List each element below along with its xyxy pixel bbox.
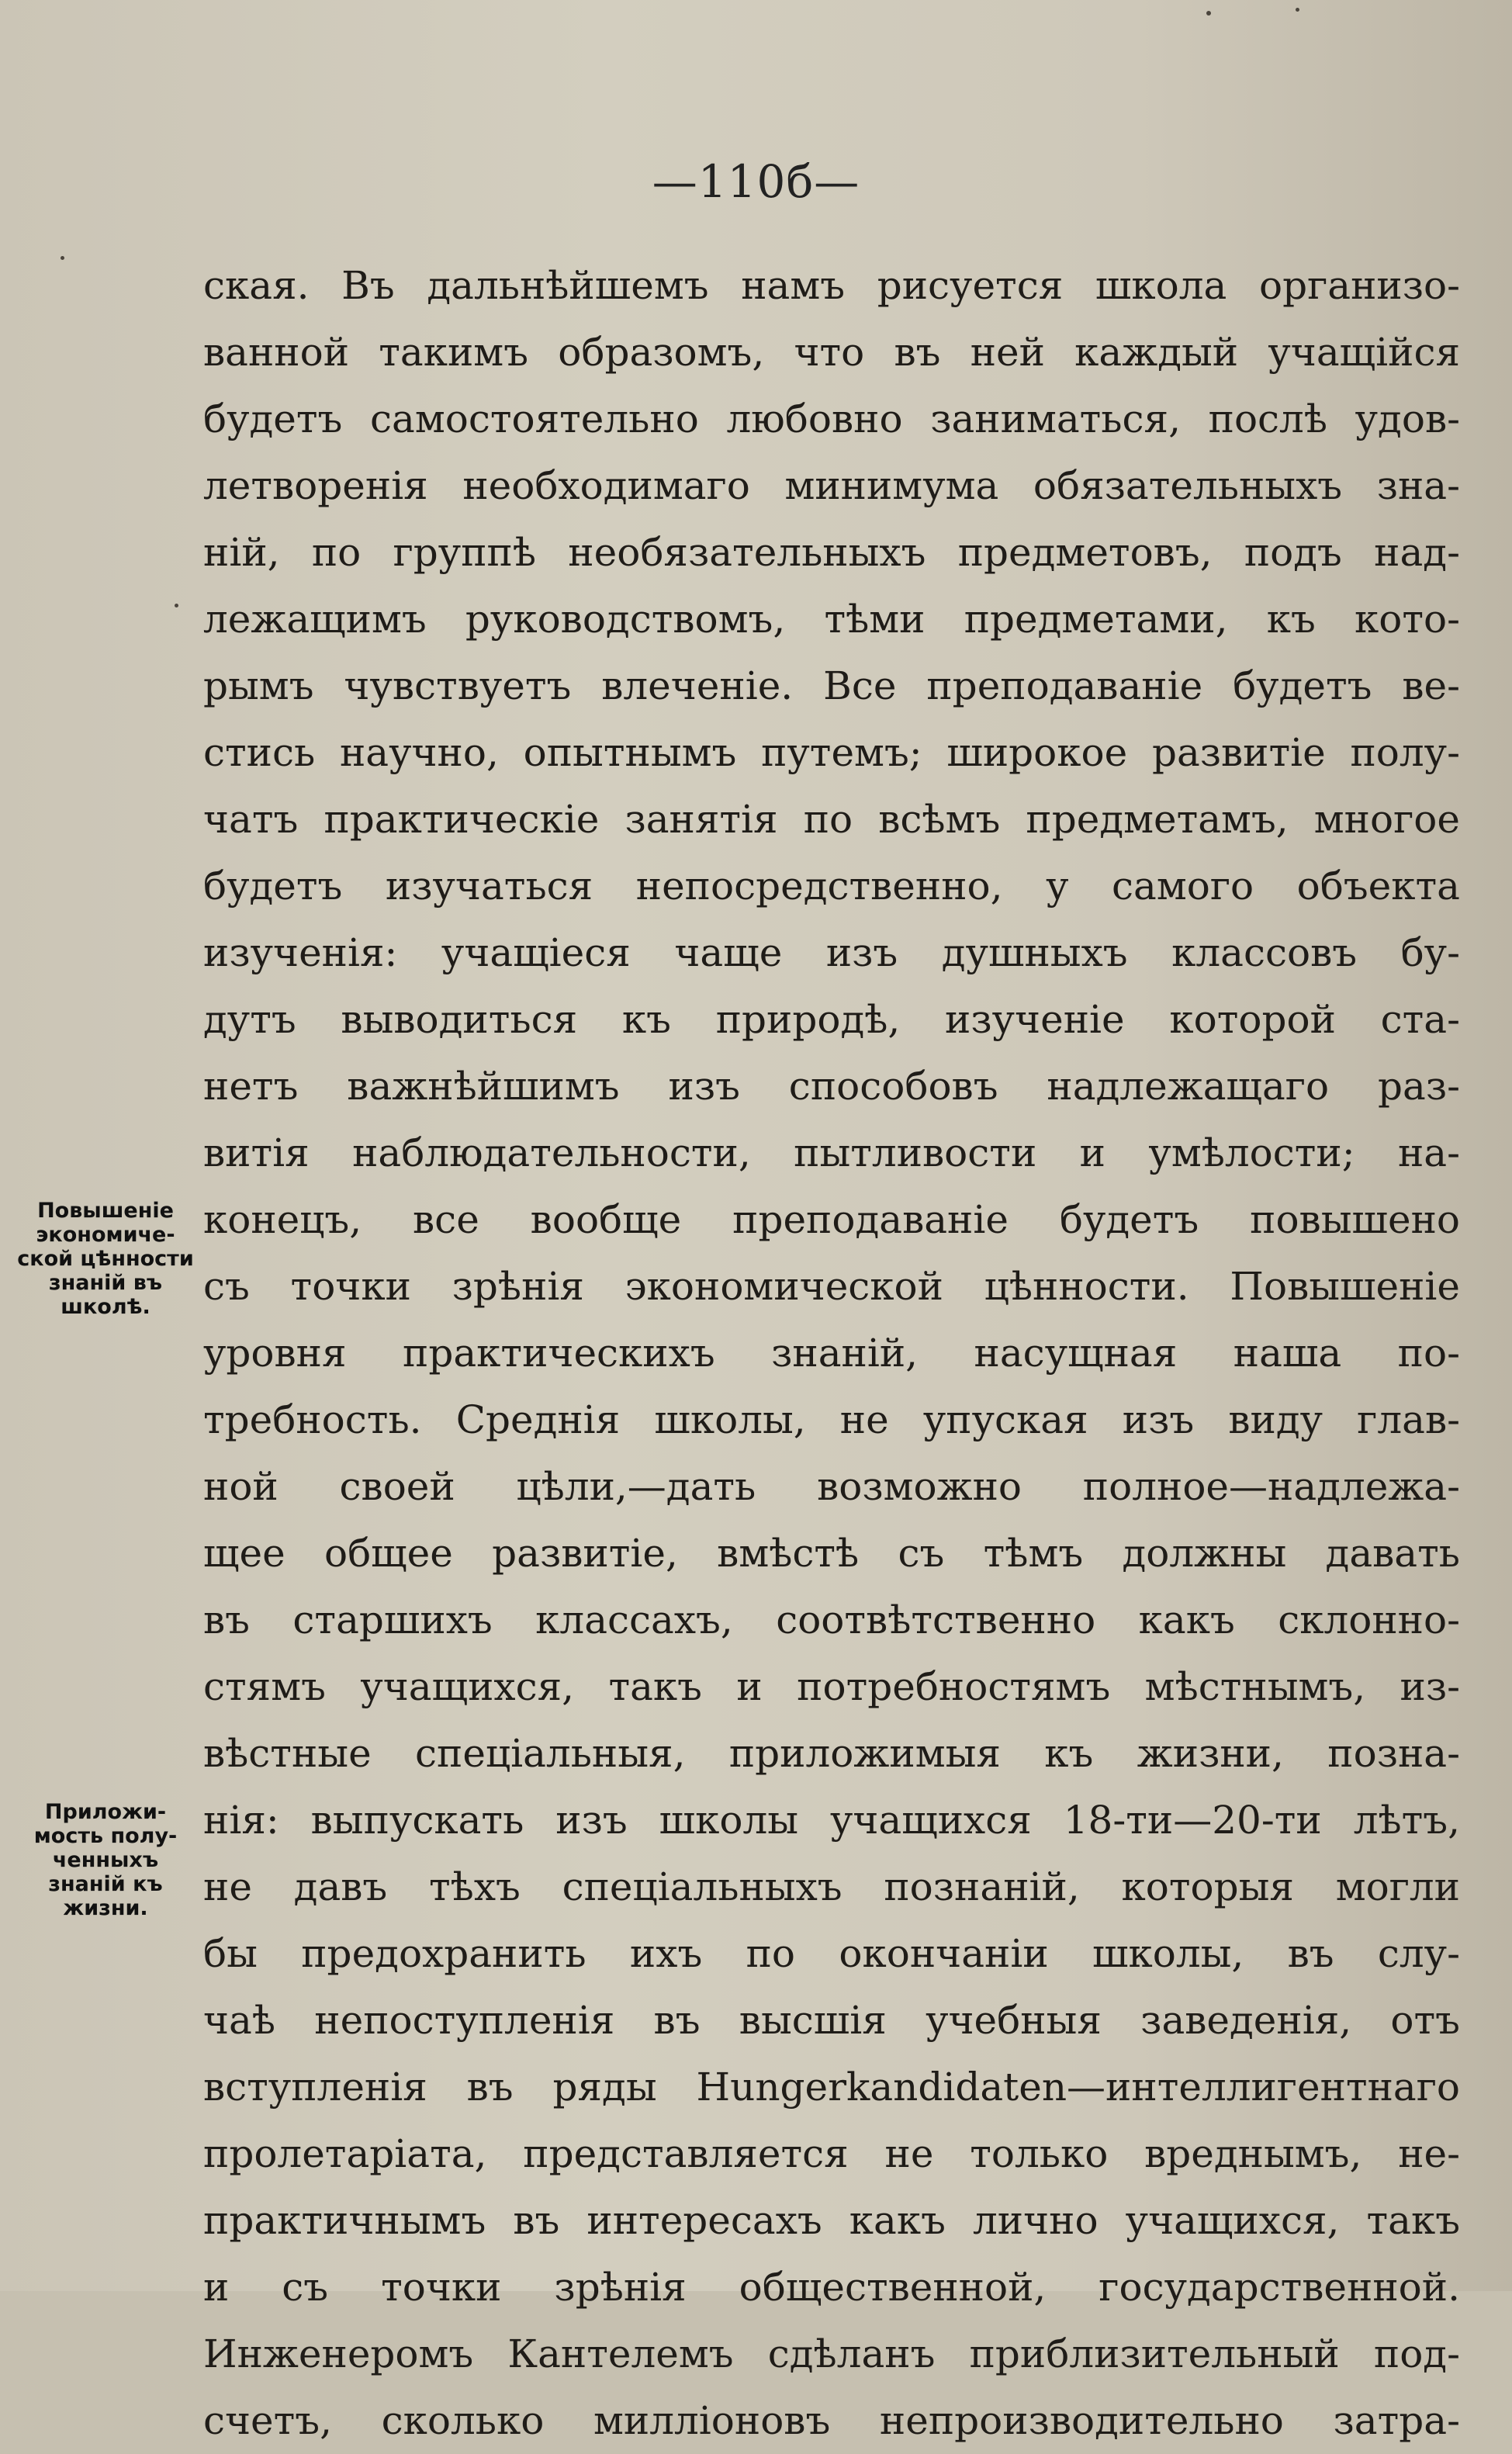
text-line: вступленія въ ряды Hungerkandidaten—интеллигентнаго — [203, 2065, 1460, 2110]
text-line: чатъ практическіе занятія по всѣмъ предметамъ, многое — [203, 797, 1460, 842]
paper-speck — [1206, 11, 1211, 16]
text-line: витія наблюдательности, пытливости и умѣлости; на- — [203, 1130, 1460, 1175]
marginal-note — [16, 1800, 195, 1920]
text-line: съ точки зрѣнія экономической цѣнности. Повышеніе — [203, 1264, 1460, 1309]
text-line: ной своей цѣли,—дать возможно полное—надлежа- — [203, 1464, 1460, 1509]
text-line: ванной такимъ образомъ, что въ ней каждый учащійся — [203, 330, 1460, 375]
text-line: пролетаріата, представляется не только вреднымъ, не- — [203, 2131, 1460, 2176]
text-line: рымъ чувствуетъ влеченіе. Все преподаваніе будетъ ве- — [203, 663, 1460, 708]
text-line: бы предохранить ихъ по окончаніи школы, въ слу- — [203, 1931, 1460, 1976]
page-number: —110б— — [652, 155, 860, 208]
text-line: вѣстные спеціальныя, приложимыя къ жизни, позна- — [203, 1731, 1460, 1776]
paper-speck — [1296, 8, 1299, 12]
text-line: конецъ, все вообще преподаваніе будетъ повышено — [203, 1197, 1460, 1242]
text-line: щее общее развитіе, вмѣстѣ съ тѣмъ должны давать — [203, 1531, 1460, 1576]
marginal-note-line: Приложи- — [44, 1800, 167, 1824]
marginal-note-line: жизни. — [63, 1896, 148, 1920]
text-line: ская. Въ дальнѣйшемъ намъ рисуется школа организо- — [203, 263, 1460, 308]
marginal-note-line: экономиче- — [36, 1223, 175, 1247]
body-text — [203, 252, 1460, 2454]
text-line: лежащимъ руководствомъ, тѣми предметами, къ кото- — [203, 597, 1460, 642]
marginal-note-line: мость полу- — [33, 1824, 178, 1848]
text-line: счетъ, сколько милліоновъ непроизводительно затра- — [203, 2398, 1460, 2443]
text-line: нетъ важнѣйшимъ изъ способовъ надлежащаго раз- — [203, 1064, 1460, 1109]
text-line: стись научно, опытнымъ путемъ; широкое развитіе полу- — [203, 730, 1460, 775]
text-line: въ старшихъ классахъ, соотвѣтственно какъ склонно- — [203, 1597, 1460, 1642]
text-line: дутъ выводиться къ природѣ, изученіе которой ста- — [203, 997, 1460, 1042]
marginal-note-line: Повышеніе — [37, 1199, 174, 1223]
text-line: чаѣ непоступленія въ высшія учебныя заведенія, отъ — [203, 1998, 1460, 2043]
marginal-note — [16, 1199, 195, 1319]
text-line: будетъ изучаться непосредственно, у самого объекта — [203, 864, 1460, 909]
text-line: уровня практическихъ знаній, насущная наша по- — [203, 1331, 1460, 1376]
paper-speck — [175, 604, 178, 607]
text-line: Инженеромъ Кантелемъ сдѣланъ приблизительный под- — [203, 2331, 1460, 2376]
marginal-note-line: знаній въ — [48, 1271, 163, 1295]
text-line: практичнымъ въ интересахъ какъ лично учащихся, такъ — [203, 2198, 1460, 2243]
text-line: и съ точки зрѣнія общественной, государственной. — [203, 2265, 1460, 2310]
text-line: требность. Среднія школы, не упуская изъ виду глав- — [203, 1397, 1460, 1442]
text-line: ній, по группѣ необязательныхъ предметовъ, подъ над- — [203, 530, 1460, 575]
text-line: изученія: учащіеся чаще изъ душныхъ классовъ бу- — [203, 930, 1460, 975]
marginal-note-line: знаній къ — [48, 1872, 163, 1896]
text-line: нія: выпускать изъ школы учащихся 18-ти—20-ти лѣтъ, — [203, 1798, 1460, 1843]
text-line: будетъ самостоятельно любовно заниматься, послѣ удов- — [203, 396, 1460, 441]
paper-speck — [61, 256, 64, 260]
text-line: стямъ учащихся, такъ и потребностямъ мѣстнымъ, из- — [203, 1664, 1460, 1709]
marginal-note-line: школѣ. — [61, 1295, 151, 1319]
text-line: не давъ тѣхъ спеціальныхъ познаній, которыя могли — [203, 1864, 1460, 1909]
marginal-note-line: ской цѣнности — [17, 1247, 194, 1271]
marginal-note-line: ченныхъ — [52, 1848, 159, 1872]
text-line: летворенія необходимаго минимума обязательныхъ зна- — [203, 463, 1460, 508]
